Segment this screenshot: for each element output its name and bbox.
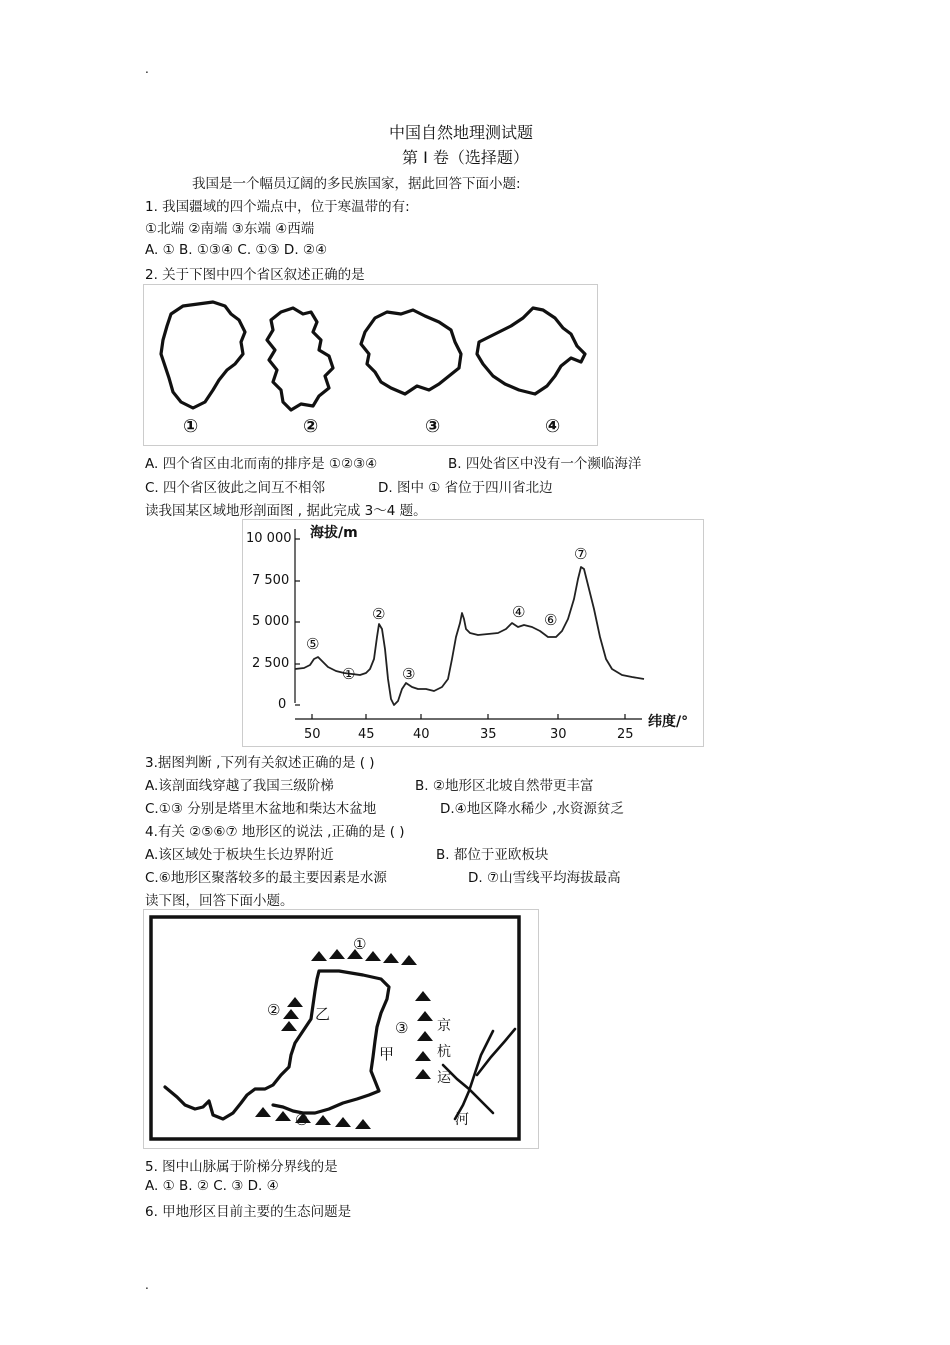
profile-marker-6: ⑥ <box>544 611 558 629</box>
canal-label-yun: 运 <box>437 1070 451 1086</box>
x-tick-label: 25 <box>617 727 634 742</box>
x-tick-label: 45 <box>358 727 375 742</box>
q2-option-a: A. 四个省区由北而南的排序是 ①②③④ <box>145 456 378 472</box>
y-tick-label: 2 500 <box>252 656 290 671</box>
province-label-1: ① <box>183 416 199 437</box>
q1-stem: 1. 我国疆域的四个端点中，位于寒温带的有: <box>145 199 410 215</box>
y-tick-label: 10 000 <box>246 531 292 546</box>
q3-option-c: C.①③ 分别是塔里木盆地和柴达木盆地 <box>145 801 377 817</box>
x-tick-label: 50 <box>304 727 321 742</box>
q3-stem: 3.据图判断 ,下列有关叙述正确的是 ( ) <box>145 755 375 771</box>
map-label-jia: 甲 <box>379 1045 395 1063</box>
terrain-profile-svg <box>242 519 704 747</box>
map-label-2: ② <box>267 1001 281 1019</box>
profile-marker-5: ⑤ <box>306 635 320 653</box>
canal-label-hang: 杭 <box>437 1044 451 1060</box>
q4-stem: 4.有关 ②⑤⑥⑦ 地形区的说法 ,正确的是 ( ) <box>145 824 405 840</box>
x-tick-label: 35 <box>480 727 497 742</box>
q1-items: ①北端 ②南端 ③东端 ④西端 <box>145 221 315 237</box>
q4-option-d: D. ⑦山雪线平均海拔最高 <box>468 870 621 886</box>
profile-marker-1: ① <box>342 665 356 683</box>
q2-option-c: C. 四个省区彼此之间互不相邻 <box>145 480 326 496</box>
q2-option-b: B. 四处省区中没有一个濒临海洋 <box>448 456 642 472</box>
province-outline-3 <box>361 310 461 394</box>
intro-text-1: 我国是一个幅员辽阔的多民族国家，据此回答下面小题: <box>192 176 521 192</box>
region-map-svg <box>143 909 539 1149</box>
q2-stem: 2. 关于下图中四个省区叙述正确的是 <box>145 267 365 283</box>
q2-option-d: D. 图中 ① 省位于四川省北边 <box>378 480 553 496</box>
province-outline-2 <box>267 308 333 410</box>
y-axis-label: 海拔/m <box>310 525 358 541</box>
y-tick-label: 7 500 <box>252 573 290 588</box>
margin-mark-top: . <box>145 62 149 76</box>
y-tick-label: 5 000 <box>252 614 290 629</box>
y-tick-label: 0 <box>278 697 287 712</box>
province-label-3: ③ <box>425 416 441 437</box>
river-main <box>165 971 389 1119</box>
x-tick-label: 30 <box>550 727 567 742</box>
mountain-range-2 <box>281 997 303 1031</box>
q4-option-c: C.⑥地形区聚落较多的最主要因素是水源 <box>145 870 387 886</box>
profile-marker-3: ③ <box>402 665 416 683</box>
intro-text-2: 读我国某区域地形剖面图 , 据此完成 3～4 题。 <box>145 503 427 519</box>
margin-mark-bottom: . <box>145 1278 149 1292</box>
province-outline-4 <box>477 308 585 394</box>
terrain-profile-figure <box>242 519 704 747</box>
map-label-4: ④ <box>295 1111 309 1129</box>
canal-label-he: 河 <box>455 1112 469 1128</box>
map-label-yi: 乙 <box>315 1005 331 1023</box>
mountain-range-3 <box>415 991 433 1079</box>
x-axis-label: 纬度/° <box>648 714 689 730</box>
q6-stem: 6. 甲地形区目前主要的生态问题是 <box>145 1204 352 1220</box>
province-outlines-figure <box>143 284 598 446</box>
section-subtitle: 第 I 卷（选择题） <box>402 148 529 167</box>
mountain-range-4 <box>255 1107 371 1129</box>
profile-marker-2: ② <box>372 605 386 623</box>
intro-text-3: 读下图，回答下面小题。 <box>145 893 294 909</box>
profile-marker-7: ⑦ <box>574 545 588 563</box>
canal-label-jing: 京 <box>437 1018 451 1034</box>
page-title: 中国自然地理测试题 <box>389 123 534 142</box>
province-outlines-svg <box>143 284 598 446</box>
q3-option-a: A.该剖面线穿越了我国三级阶梯 <box>145 778 334 794</box>
q3-option-b: B. ②地形区北坡自然带更丰富 <box>415 778 594 794</box>
q3-option-d: D.④地区降水稀少 ,水资源贫乏 <box>440 801 624 817</box>
q1-options: A. ① B. ①③④ C. ①③ D. ②④ <box>145 242 328 258</box>
province-label-4: ④ <box>545 416 561 437</box>
province-outline-1 <box>161 302 245 408</box>
province-label-2: ② <box>303 416 319 437</box>
profile-marker-4: ④ <box>512 603 526 621</box>
elevation-profile-line <box>295 567 644 705</box>
x-tick-label: 40 <box>413 727 430 742</box>
map-label-1: ① <box>353 935 367 953</box>
q4-option-a: A.该区域处于板块生长边界附近 <box>145 847 334 863</box>
q5-stem: 5. 图中山脉属于阶梯分界线的是 <box>145 1159 338 1175</box>
q4-option-b: B. 都位于亚欧板块 <box>436 847 549 863</box>
map-label-3: ③ <box>395 1019 409 1037</box>
region-map-figure <box>143 909 539 1149</box>
q5-options: A. ① B. ② C. ③ D. ④ <box>145 1178 279 1194</box>
